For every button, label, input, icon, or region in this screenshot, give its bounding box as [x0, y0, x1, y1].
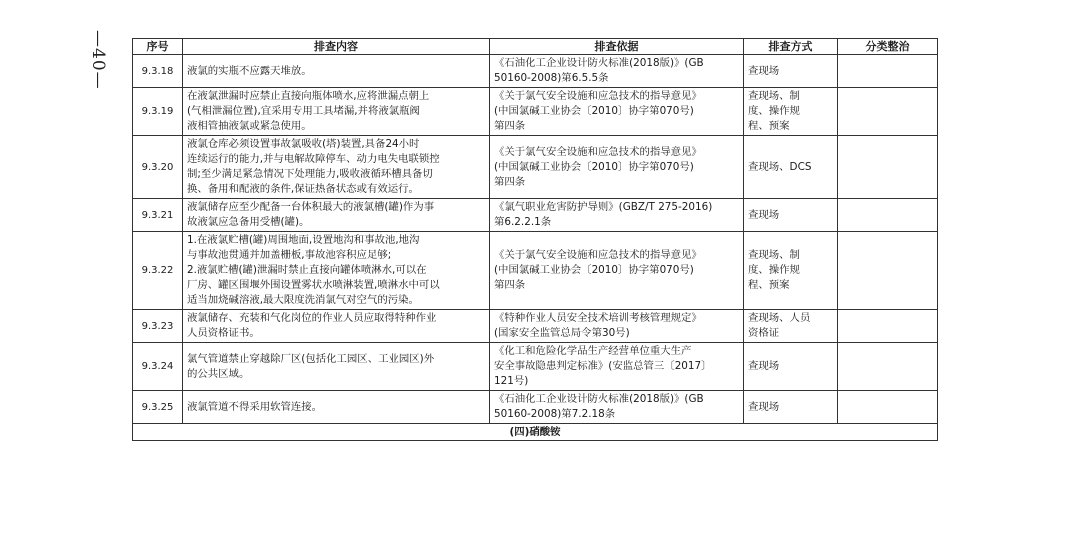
- row-id: 9.3.23: [133, 310, 183, 343]
- table-row: [133, 310, 938, 343]
- table-row: [133, 88, 938, 136]
- row-content: 液氯的实瓶不应露天堆放。: [183, 55, 490, 88]
- row-content: 液氯管道不得采用软管连接。: [183, 391, 490, 424]
- row-method: 查现场、人员 资格证: [744, 310, 838, 343]
- row-remediation: [838, 310, 938, 343]
- row-content: 液氯储存应至少配备一台体积最大的液氯槽(罐)作为事 故液氯应急备用受槽(罐)。: [183, 199, 490, 232]
- row-content: 氯气管道禁止穿越除厂区(包括化工园区、工业园区)外 的公共区域。: [183, 343, 490, 391]
- row-basis: 《氯气职业危害防护导则》(GBZ/T 275-2016) 第6.2.2.1条: [490, 199, 744, 232]
- header-remediation: 分类整治: [838, 39, 938, 55]
- row-remediation: [838, 199, 938, 232]
- row-method: 查现场: [744, 343, 838, 391]
- table-row: [133, 136, 938, 199]
- row-remediation: [838, 232, 938, 310]
- row-id: 9.3.19: [133, 88, 183, 136]
- table-row: [133, 232, 938, 310]
- row-method: 查现场、制 度、操作规 程、预案: [744, 232, 838, 310]
- row-method: 查现场: [744, 199, 838, 232]
- inspection-table: [132, 38, 938, 441]
- row-basis: 《特种作业人员安全技术培训考核管理规定》 (国家安全监管总局令第30号): [490, 310, 744, 343]
- table-row: [133, 199, 938, 232]
- row-remediation: [838, 55, 938, 88]
- row-content: 液氯储存、充装和气化岗位的作业人员应取得特种作业 人员资格证书。: [183, 310, 490, 343]
- row-basis: 《化工和危险化学品生产经营单位重大生产 安全事故隐患判定标准》(安监总管三〔2017〕 121号): [490, 343, 744, 391]
- row-remediation: [838, 136, 938, 199]
- row-id: 9.3.18: [133, 55, 183, 88]
- row-content: 液氯仓库必须设置事故氯吸收(塔)装置,具备24小时 连续运行的能力,并与电解故障停车、动力电失电联锁控 制;至少满足紧急情况下处理能力,吸收液循环槽具备切 换、备用和配液的条件,保证热备状态或有效运行。: [183, 136, 490, 199]
- row-method: 查现场、DCS: [744, 136, 838, 199]
- header-method: 排查方式: [744, 39, 838, 55]
- table-header-row: [133, 39, 938, 55]
- row-id: 9.3.25: [133, 391, 183, 424]
- table-row: [133, 55, 938, 88]
- table-row: [133, 343, 938, 391]
- row-basis: 《关于氯气安全设施和应急技术的指导意见》 (中国氯碱工业协会〔2010〕协字第070号) 第四条: [490, 136, 744, 199]
- row-id: 9.3.24: [133, 343, 183, 391]
- row-basis: 《石油化工企业设计防火标准(2018版)》(GB 50160-2008)第7.2.18条: [490, 391, 744, 424]
- table-row: [133, 391, 938, 424]
- header-content: 排查内容: [183, 39, 490, 55]
- row-remediation: [838, 391, 938, 424]
- row-id: 9.3.22: [133, 232, 183, 310]
- section-label: (四)硝酸铵: [133, 424, 938, 441]
- row-method: 查现场、制 度、操作规 程、预案: [744, 88, 838, 136]
- row-content: 在液氯泄漏时应禁止直接向瓶体喷水,应将泄漏点朝上 (气相泄漏位置),宜采用专用工具堵漏,并将液氯瓶阀 液相管抽液氯或紧急使用。: [183, 88, 490, 136]
- row-basis: 《关于氯气安全设施和应急技术的指导意见》 (中国氯碱工业协会〔2010〕协字第070号) 第四条: [490, 232, 744, 310]
- row-basis: 《石油化工企业设计防火标准(2018版)》(GB 50160-2008)第6.5.5条: [490, 55, 744, 88]
- header-id: 序号: [133, 39, 183, 55]
- row-method: 查现场: [744, 391, 838, 424]
- row-remediation: [838, 343, 938, 391]
- header-basis: 排查依据: [490, 39, 744, 55]
- section-row: [133, 424, 938, 441]
- row-id: 9.3.21: [133, 199, 183, 232]
- row-remediation: [838, 88, 938, 136]
- page-number: —40—: [88, 30, 108, 90]
- row-basis: 《关于氯气安全设施和应急技术的指导意见》 (中国氯碱工业协会〔2010〕协字第070号) 第四条: [490, 88, 744, 136]
- row-id: 9.3.20: [133, 136, 183, 199]
- row-method: 查现场: [744, 55, 838, 88]
- row-content: 1.在液氯贮槽(罐)周围地面,设置地沟和事故池,地沟 与事故池贯通并加盖栅板,事故池容积应足够; 2.液氯贮槽(罐)泄漏时禁止直接向罐体喷淋水,可以在 厂房、罐区围堰外围设置雾状水喷淋装置,喷淋水中可以 适当加烧碱溶液,最大限度洗消氯气对空气的污染。: [183, 232, 490, 310]
